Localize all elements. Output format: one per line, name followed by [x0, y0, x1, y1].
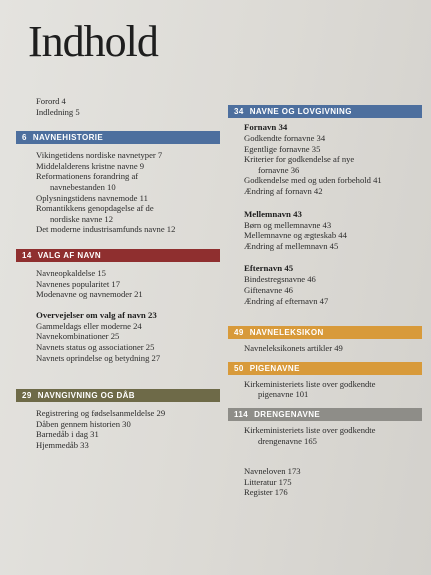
toc-entry[interactable]: Romantikkens genopdagelse af de — [36, 203, 154, 214]
section-bar-drengenavne[interactable] — [228, 408, 422, 421]
section-bar-valg-af-navn[interactable] — [16, 249, 220, 262]
intro-list — [16, 96, 220, 117]
section-title: VALG AF NAVN — [37, 250, 102, 260]
toc-entry[interactable]: Kirkeministeriets liste over godkendte — [244, 424, 376, 435]
toc-entry[interactable]: Godkendelse med og uden forbehold 41 — [244, 175, 382, 186]
toc-entry[interactable]: Bindestregsnavne 46 — [244, 274, 316, 285]
toc-entry[interactable]: Godkendte fornavne 34 — [244, 133, 326, 143]
section-entries-navneleksikon — [228, 343, 422, 354]
section-title: NAVNELEKSIKON — [249, 328, 324, 338]
toc-entry-indledning[interactable]: Indledning 5 — [36, 106, 80, 117]
left-column — [16, 96, 220, 450]
section-bar-navngivning-og-daab[interactable] — [16, 389, 220, 402]
toc-entry[interactable]: Middelalderens kristne navne 9 — [36, 160, 145, 171]
page-title: Indhold — [28, 17, 158, 66]
section-entries-valg-af-navn — [16, 268, 220, 300]
toc-entry[interactable]: Ændring af efternavn 47 — [244, 295, 329, 306]
section-number: 50 — [234, 363, 244, 373]
toc-entry[interactable]: Vikingetidens nordiske navnetyper 7 — [36, 150, 163, 161]
section-number: 49 — [234, 328, 244, 338]
toc-entry-continuation[interactable]: drengenavne 165 — [258, 435, 317, 446]
section-number: 114 — [234, 409, 249, 419]
toc-entry[interactable]: Egentlige fornavne 35 — [244, 143, 321, 154]
subsection-overvejelser — [16, 310, 220, 363]
section-entries-navnehistorie — [16, 150, 220, 235]
toc-entry-navneloven[interactable]: Navneloven 173 — [244, 466, 301, 477]
toc-entry-continuation[interactable]: fornavne 36 — [258, 164, 300, 175]
toc-entry[interactable]: Modenavne og navnemoder 21 — [36, 289, 143, 300]
toc-entry[interactable]: Navneopkaldelse 15 — [36, 267, 106, 278]
toc-entry[interactable]: Navnets status og associationer 25 — [36, 341, 155, 352]
section-bar-navne-og-lovgivning[interactable] — [228, 105, 422, 118]
subsection-heading-efternavn[interactable]: Efternavn 45 — [244, 263, 294, 274]
right-column — [228, 105, 422, 498]
subsection-heading-fornavn[interactable]: Fornavn 34 — [244, 122, 288, 132]
toc-entry[interactable]: Navnekombinationer 25 — [36, 331, 120, 342]
section-bar-pigenavne[interactable] — [228, 362, 422, 375]
toc-entry[interactable]: Børn og mellemnavne 43 — [244, 219, 332, 230]
toc-entry-continuation[interactable]: pigenavne 101 — [258, 389, 309, 400]
section-title: DRENGENAVNE — [254, 409, 321, 419]
section-entries-lovgivning — [228, 122, 422, 306]
toc-entry-litteratur[interactable]: Litteratur 175 — [244, 476, 292, 487]
toc-entry-forord[interactable]: Forord 4 — [36, 96, 66, 106]
toc-entry[interactable]: Navneleksikonets artikler 49 — [244, 343, 343, 354]
section-title: NAVNGIVNING OG DÅB — [37, 391, 135, 401]
toc-entry[interactable]: Gammeldags eller moderne 24 — [36, 320, 142, 331]
section-title: NAVNE OG LOVGIVNING — [249, 107, 352, 116]
toc-entry[interactable]: Giftenavne 46 — [244, 284, 293, 295]
toc-entry[interactable]: Ændring af mellemnavn 45 — [244, 240, 339, 251]
toc-entry[interactable]: Reformationens forandring af — [36, 171, 139, 182]
section-number: 34 — [234, 107, 244, 116]
toc-entry[interactable]: Kriterier for godkendelse af nye — [244, 154, 355, 165]
toc-entry[interactable]: Navnets oprindelse og betydning 27 — [36, 352, 161, 363]
toc-entry[interactable]: Barnedåb i dag 31 — [36, 429, 99, 440]
section-number: 14 — [22, 250, 32, 260]
section-bar-navnehistorie[interactable] — [16, 131, 220, 144]
subsection-heading-mellemnavn[interactable]: Mellemnavn 43 — [244, 208, 302, 219]
toc-entry[interactable]: Hjemmedåb 33 — [36, 439, 89, 450]
toc-entry[interactable]: Kirkeministeriets liste over godkendte — [244, 378, 376, 389]
section-title: NAVNEHISTORIE — [32, 133, 104, 143]
toc-entry[interactable]: Oplysningstidens navnemode 11 — [36, 192, 148, 203]
toc-entry[interactable]: Ændring af fornavn 42 — [244, 185, 323, 196]
section-title: PIGENAVNE — [249, 363, 300, 373]
toc-entry[interactable]: Registrering og fødselsanmeldelse 29 — [36, 408, 166, 419]
toc-entry[interactable]: Det moderne industrisamfunds navne 12 — [36, 224, 176, 235]
section-number: 29 — [22, 391, 32, 401]
section-entries-navngivning — [16, 408, 220, 450]
section-bar-navneleksikon[interactable] — [228, 326, 422, 339]
toc-entry[interactable]: Navnenes popularitet 17 — [36, 278, 121, 289]
section-entries-pigenavne — [228, 379, 422, 400]
toc-entry-continuation[interactable]: navnebestanden 10 — [50, 181, 116, 192]
toc-entry-continuation[interactable]: nordiske navne 12 — [50, 213, 114, 224]
toc-entry-register[interactable]: Register 176 — [244, 487, 288, 498]
section-entries-drengenavne — [228, 425, 422, 446]
toc-entry[interactable]: Mellemnavne og ægteskab 44 — [244, 230, 347, 241]
subsection-heading[interactable]: Overvejelser om valg af navn 23 — [36, 309, 157, 320]
section-number: 6 — [22, 133, 27, 143]
toc-entry[interactable]: Dåben gennem historien 30 — [36, 418, 131, 429]
closing-entries — [228, 466, 422, 498]
